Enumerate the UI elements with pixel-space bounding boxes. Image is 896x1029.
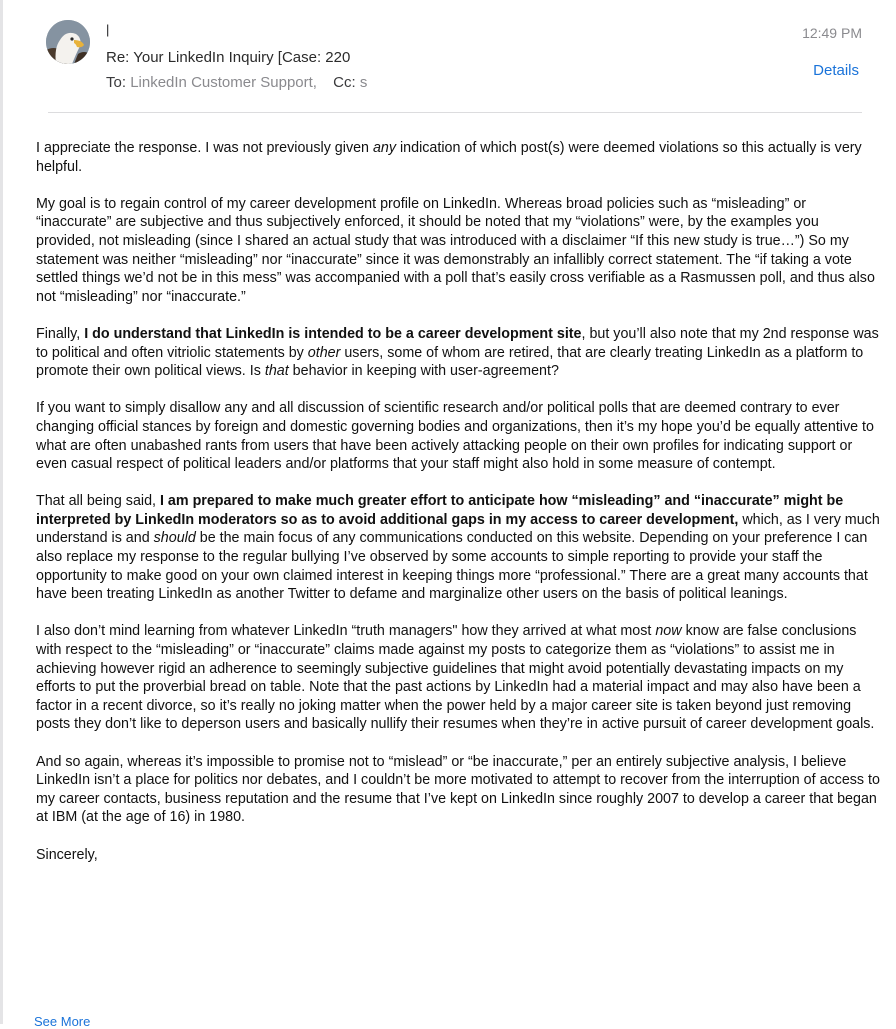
cc-label: Cc: <box>333 74 356 91</box>
email-timestamp: 12:49 PM <box>802 25 862 41</box>
recipients-line <box>106 74 406 91</box>
body-paragraph-2: My goal is to regain control of my career development profile on LinkedIn. Whereas broad policies such as “misleading” or “inaccurate” are subjective and thus subjectively enforced, it should be noted that my “violations” were, by the examples you provided, not misleading (since I shared an actual study that was introduced with a disclaimer “If this new study is true…”) So my statement was neither “misleading” nor “inaccurate” since it was demonstrably an infallibly correct statement. The “if taking a vote settled things we’d not be in this mess” was accompanied with a poll that’s easily cross verifiable as a Rasmussen poll, and thus also not “misleading” nor “inaccurate.” <box>36 195 875 305</box>
window-left-border <box>0 0 3 1024</box>
sender-name: | <box>106 22 110 37</box>
body-paragraph-7: And so again, whereas it’s impossible to promise not to “mislead” or “be inaccurate,” per an entirely subjective analysis, I believe LinkedIn isn’t a place for politics nor debates, and I couldn’t be more motivated to attempt to recover from the interruption of access to my career contacts, business reputation and the resume that I’ve kept on LinkedIn since roughly 2007 to develop a career that began at IBM (at the age of 16) in 1980. <box>36 753 880 826</box>
details-button[interactable]: Details <box>813 62 859 79</box>
body-closing: Sincerely, <box>36 846 98 863</box>
body-paragraph-1: I appreciate the response. I was not previously given any indication of which post(s) were deemed violations so this actually is very helpful. <box>36 140 862 175</box>
body-paragraph-3: Finally, I do understand that LinkedIn is intended to be a career development site, but you’ll also note that my 2nd response was to political and often vitriolic statements by other users, some of whom are retired, that are clearly treating LinkedIn as a platform to promote their own political views. Is that behavior in keeping with user-agreement? <box>36 325 879 380</box>
body-paragraph-5: That all being said, I am prepared to make much greater effort to anticipate how “misleading” and “inaccurate” might be interpreted by LinkedIn moderators so as to avoid additional gaps in my access to career development, which, as I very much understand is and should be the main focus of any communications conducted on this website. Depending on your preference I can also replace my response to the regular bullying I’ve observed by some accounts to simple reporting to provide your staff the opportunity to make good on your own claimed interest in keeping things more “professional.” There are a great many accounts that have been treating LinkedIn as another Twitter to defame and marginalize other users on the basis of political leanings. <box>36 493 880 603</box>
body-paragraph-6: I also don’t mind learning from whatever LinkedIn “truth managers" how they arrived at what most now know are false conclusions with respect to the “misleading” or “inaccurate” claims made against my posts to categorize them as “violations” to assist me in achieving however rigid an adherence to seemingly subjective guidelines that might avoid potentially devastating impacts on my efforts to put the proverbial bread on table. Note that the past actions by LinkedIn had a material impact and may also have been a factor in a recent divorce, so it’s really no joking matter when the power held by a major career site is taken beyond just removing posts they don’t like to deperson users and basically nullify their resumes when they’re in active pursuit of career development goals. <box>36 623 875 733</box>
to-recipient[interactable]: LinkedIn Customer Support, <box>130 74 317 91</box>
email-subject: Re: Your LinkedIn Inquiry [Case: 220 <box>106 49 351 66</box>
sender-avatar[interactable] <box>46 20 90 64</box>
body-paragraph-4: If you want to simply disallow any and all discussion of scientific research and/or political polls that are deemed contrary to ever changing official stances by foreign and domestic governing bodies and organizations, then it’s my hope you’d be equally attentive to what are often unabashed rants from users that have been actively attacking people on their own profiles for indicating support or even casual respect of political leaders and/or platforms that your staff might also hold in some measure of contempt. <box>36 400 874 473</box>
see-more-link[interactable]: See More <box>34 1014 91 1029</box>
cc-recipient[interactable]: s <box>359 74 368 91</box>
bald-eagle-avatar-icon <box>46 20 90 64</box>
email-body <box>36 139 881 883</box>
to-label: To: <box>106 74 127 91</box>
header-divider <box>48 112 862 113</box>
